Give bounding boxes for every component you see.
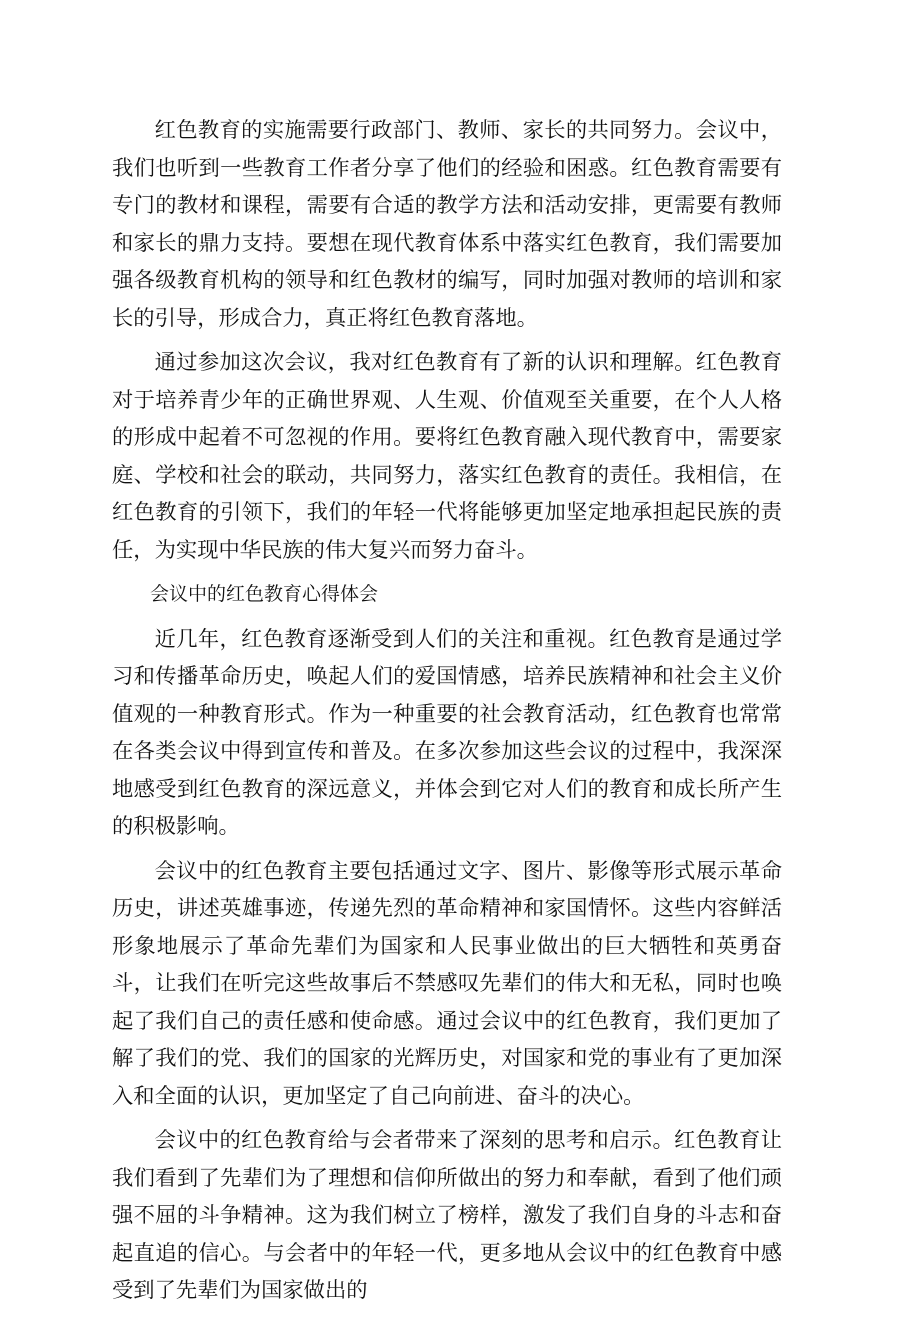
paragraph: 近几年，红色教育逐渐受到人们的关注和重视。红色教育是通过学习和传播革命历史，唤起人们的爱国情感，培养民族精神和社会主义价值观的一种教育形式。作为一种重要的社会教育活动，红色教育也常常在各类会议中得到宣传和普及。在多次参加这些会议的过程中，我深深地感受到红色教育的深远意义，并体会到它对人们的教育和成长所产生的积极影响。 (112, 626, 782, 839)
paragraph: 会议中的红色教育给与会者带来了深刻的思考和启示。红色教育让我们看到了先辈们为了理想和信仰所做出的努力和奉献，看到了他们顽强不屈的斗争精神。这为我们树立了榜样，激发了我们自身的斗志和奋起直追的信心。与会者中的年轻一代，更多地从会议中的红色教育中感受到了先辈们为国家做出的 (112, 1128, 782, 1303)
paragraph: 红色教育的实施需要行政部门、教师、家长的共同努力。会议中，我们也听到一些教育工作者分享了他们的经验和困惑。红色教育需要有专门的教材和课程，需要有合适的教学方法和活动安排，更需要有教师和家长的鼎力支持。要想在现代教育体系中落实红色教育，我们需要加强各级教育机构的领导和红色教材的编写，同时加强对教师的培训和家长的引导，形成合力，真正将红色教育落地。 (112, 118, 782, 331)
paragraph: 会议中的红色教育主要包括通过文字、图片、影像等形式展示革命历史，讲述英雄事迹，传递先烈的革命精神和家国情怀。这些内容鲜活形象地展示了革命先辈们为国家和人民事业做出的巨大牺牲和英勇奋斗，让我们在听完这些故事后不禁感叹先辈们的伟大和无私，同时也唤起了我们自己的责任感和使命感。通过会议中的红色教育，我们更加了解了我们的党、我们的国家的光辉历史，对国家和党的事业有了更加深入和全面的认识，更加坚定了自己向前进、奋斗的决心。 (112, 858, 782, 1109)
document-body (112, 112, 782, 1317)
section-title: 会议中的红色教育心得体会 (150, 583, 379, 605)
paragraph: 通过参加这次会议，我对红色教育有了新的认识和理解。红色教育对于培养青少年的正确世界观、人生观、价值观至关重要，在个人人格的形成中起着不可忽视的作用。要将红色教育融入现代教育中，需要家庭、学校和社会的联动，共同努力，落实红色教育的责任。我相信，在红色教育的引领下，我们的年轻一代将能够更加坚定地承担起民族的责任，为实现中华民族的伟大复兴而努力奋斗。 (112, 350, 782, 563)
